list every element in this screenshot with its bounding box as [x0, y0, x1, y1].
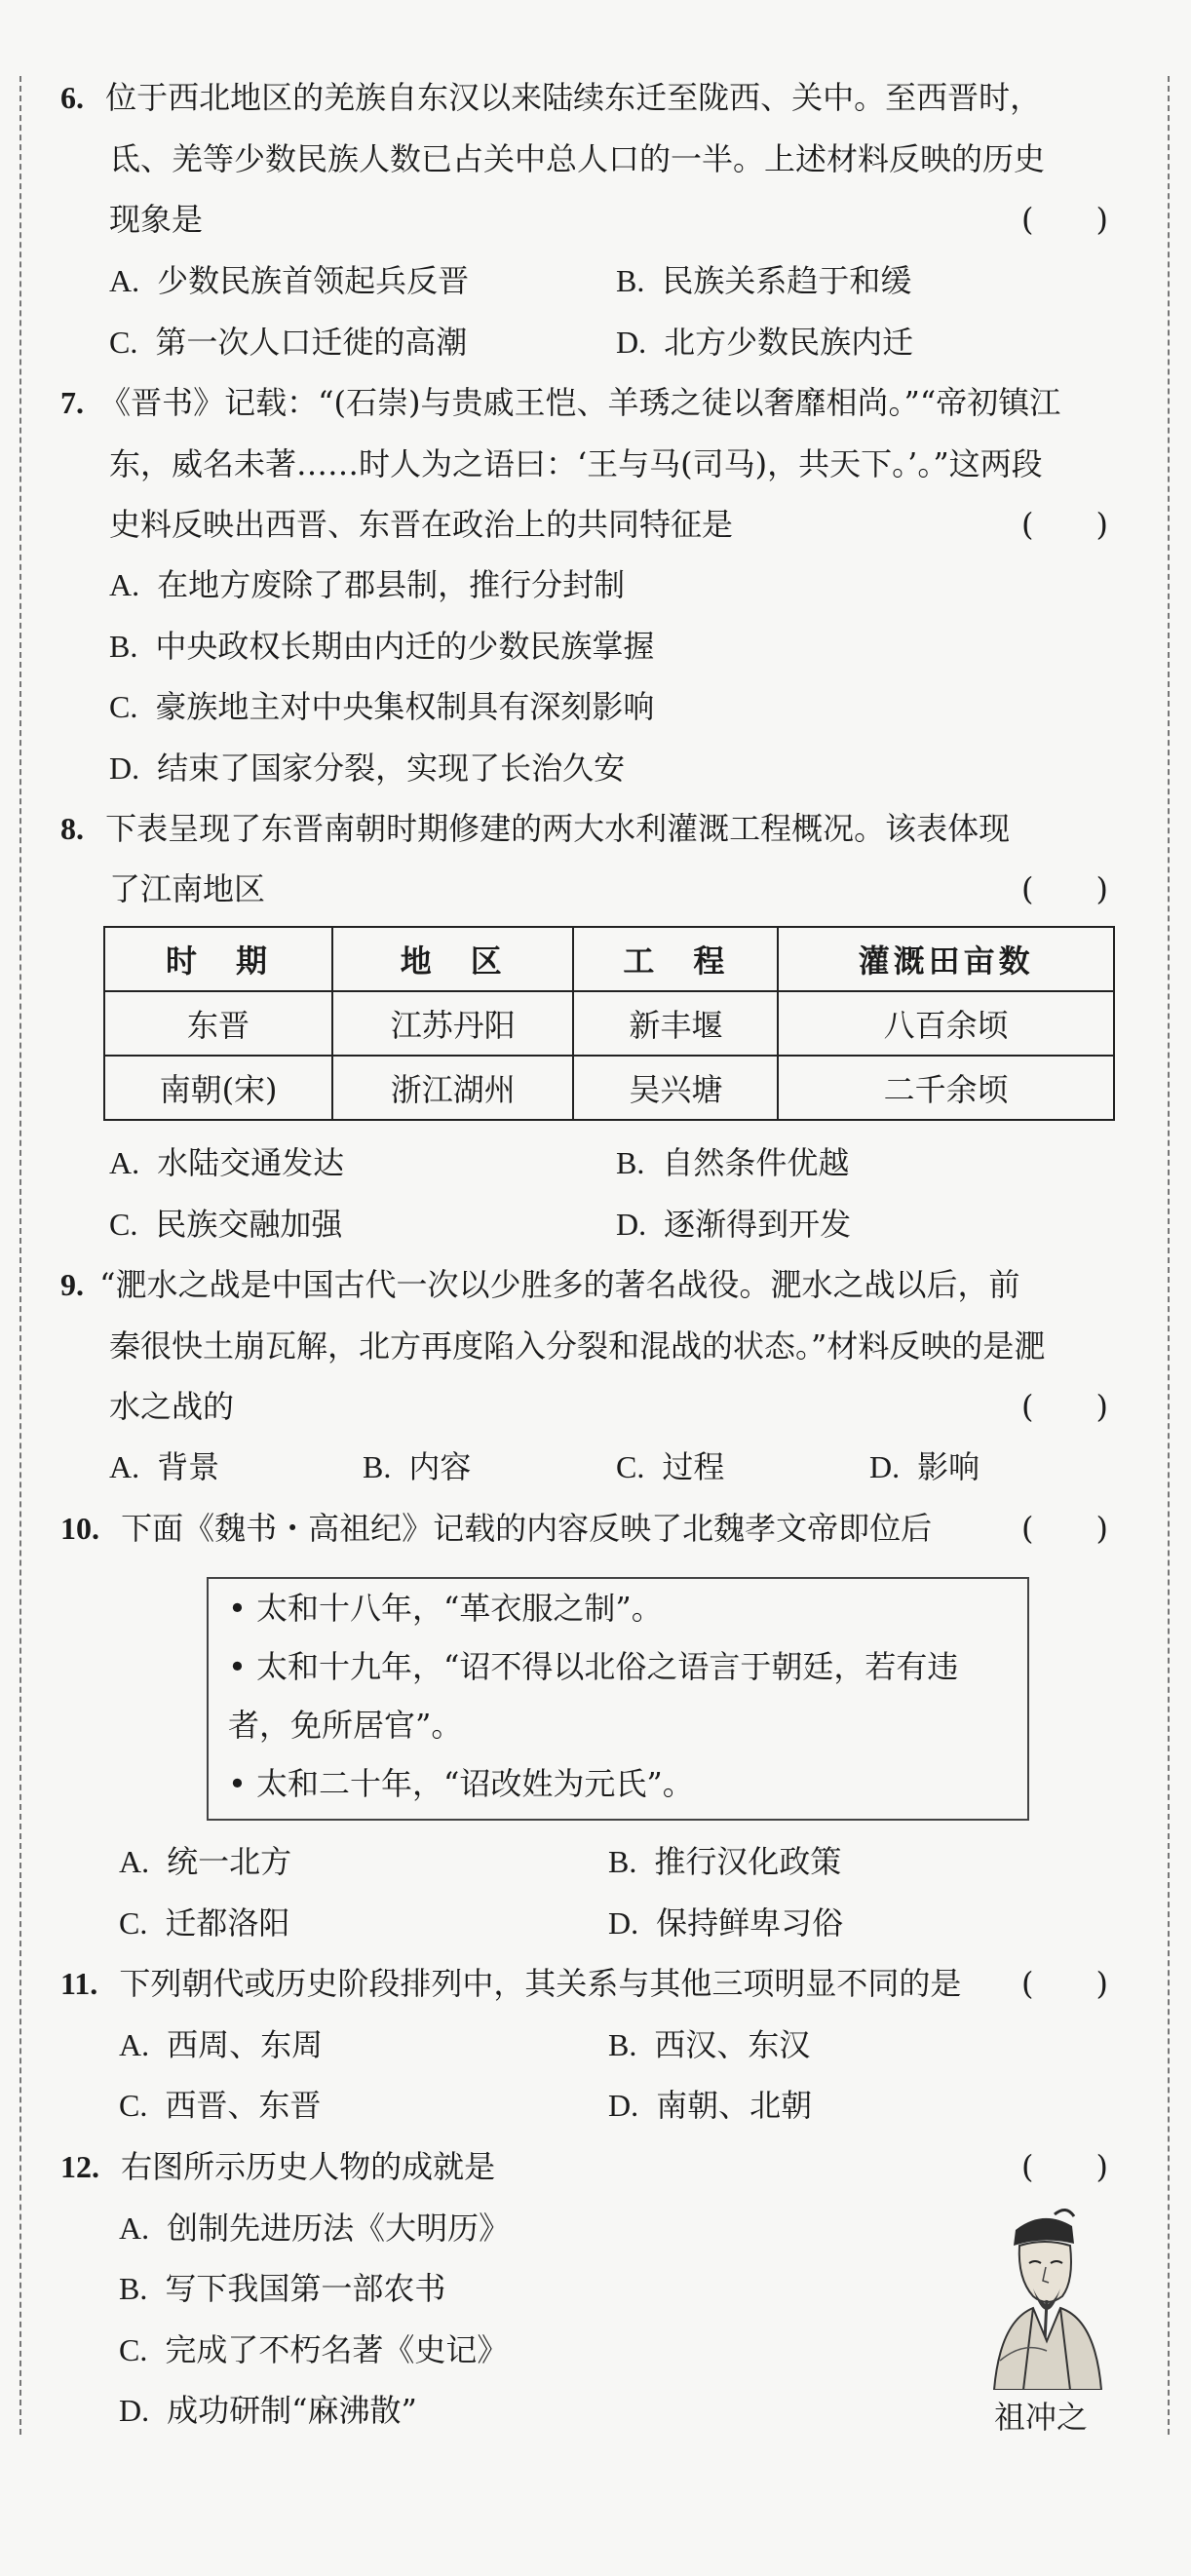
quote-line-2a: • 太和十九年，“诏不得以北俗之语言于朝廷，若有违	[228, 1648, 959, 1685]
q7-option-a: A. 在地方废除了郡县制，推行分封制	[109, 566, 626, 603]
q8-line1: 8. 下表呈现了东晋南朝时期修建的两大水利灌溉工程概况。该表体现	[60, 810, 1011, 847]
q10-quote-box	[207, 1577, 1029, 1821]
q9-option-b: B. 内容	[363, 1448, 472, 1485]
q9-option-c: C. 过程	[616, 1448, 725, 1485]
portrait-caption: 祖冲之	[994, 2399, 1089, 2436]
table-header-cell: 时 期	[104, 927, 332, 991]
q11-option-b: B. 西汉、东汉	[608, 2026, 811, 2063]
q11-option-c: C. 西晋、东晋	[119, 2087, 322, 2124]
q12-option-d: D. 成功研制“麻沸散”	[119, 2392, 417, 2429]
q8-option-b: B. 自然条件优越	[616, 1144, 850, 1181]
quote-line-2b: 者，免所居官”。	[228, 1707, 463, 1744]
q8-number: 8.	[60, 811, 84, 846]
q8-option-c: C. 民族交融加强	[109, 1206, 343, 1243]
q11-option-a: A. 西周、东周	[119, 2026, 324, 2063]
q10-option-c: C. 迁都洛阳	[119, 1904, 290, 1942]
irrigation-table	[103, 926, 1115, 1121]
q8-answer-paren: ( )	[1021, 870, 1108, 907]
q7-line2: 东，威名未著……时人为之语曰：‘王与马(司马)，共天下。’。”这两段	[109, 445, 1043, 482]
q11-answer-paren: ( )	[1021, 1965, 1108, 2002]
q6-option-c: C. 第一次人口迁徙的高潮	[109, 324, 468, 361]
q11-option-d: D. 南朝、北朝	[608, 2087, 813, 2124]
q12-number: 12.	[60, 2149, 99, 2184]
quote-line-3: • 太和二十年，“诏改姓为元氏”。	[228, 1765, 694, 1802]
q6-line3: 现象是	[109, 201, 204, 238]
q9-line2: 秦很快土崩瓦解，北方再度陷入分裂和混战的状态。”材料反映的是淝	[109, 1327, 1046, 1365]
q11-number: 11.	[60, 1966, 98, 2001]
table-row	[104, 1056, 1114, 1120]
zu-chongzhi-portrait	[965, 2195, 1121, 2390]
q8-option-d: D. 逐渐得到开发	[616, 1206, 852, 1243]
table-row	[104, 991, 1114, 1056]
q7-option-b: B. 中央政权长期由内迁的少数民族掌握	[109, 628, 655, 665]
q6-line2: 氐、羌等少数民族人数已占关中总人口的一半。上述材料反映的历史	[109, 140, 1046, 177]
left-dashed-margin	[19, 76, 21, 2435]
q6-number: 6.	[60, 80, 84, 115]
table-header-cell: 灌溉田亩数	[778, 927, 1114, 991]
table-header-cell: 地 区	[332, 927, 573, 991]
q7-option-c: C. 豪族地主对中央集权制具有深刻影响	[109, 688, 655, 725]
q10-answer-paren: ( )	[1021, 1510, 1108, 1547]
q9-option-a: A. 背景	[109, 1448, 220, 1485]
q9-number: 9.	[60, 1267, 84, 1302]
q6-option-a: A. 少数民族首领起兵反晋	[109, 262, 470, 299]
q10-option-d: D. 保持鲜卑习俗	[608, 1904, 844, 1942]
table-cell: 南朝(宋)	[104, 1056, 332, 1120]
q9-answer-paren: ( )	[1021, 1388, 1108, 1425]
q7-option-d: D. 结束了国家分裂，实现了长治久安	[109, 750, 626, 787]
q12-option-a: A. 创制先进历法《大明历》	[119, 2210, 511, 2247]
q9-option-d: D. 影响	[869, 1448, 980, 1485]
q7-answer-paren: ( )	[1021, 506, 1108, 543]
q6-option-d: D. 北方少数民族内迁	[616, 324, 914, 361]
quote-line-1: • 太和十八年，“革衣服之制”。	[228, 1590, 663, 1627]
q8-line2: 了江南地区	[109, 870, 266, 907]
q12-answer-paren: ( )	[1021, 2148, 1108, 2185]
table-cell: 八百余顷	[778, 991, 1114, 1056]
q10-option-b: B. 推行汉化政策	[608, 1843, 842, 1880]
q7-number: 7.	[60, 385, 84, 420]
q11-line1: 11. 下列朝代或历史阶段排列中，其关系与其他三项明显不同的是	[60, 1965, 962, 2002]
table-header-cell: 工 程	[573, 927, 778, 991]
table-cell: 江苏丹阳	[332, 991, 573, 1056]
right-dashed-margin	[1168, 76, 1170, 2435]
q7-line3: 史料反映出西晋、东晋在政治上的共同特征是	[109, 506, 734, 543]
table-header-row	[104, 927, 1114, 991]
q8-option-a: A. 水陆交通发达	[109, 1144, 345, 1181]
q9-line3: 水之战的	[109, 1388, 235, 1425]
table-cell: 吴兴塘	[573, 1056, 778, 1120]
q6-answer-paren: ( )	[1021, 201, 1108, 238]
q12-option-b: B. 写下我国第一部农书	[119, 2270, 446, 2307]
table-cell: 二千余顷	[778, 1056, 1114, 1120]
q9-line1: 9. “淝水之战是中国古代一次以少胜多的著名战役。淝水之战以后，前	[60, 1266, 1020, 1303]
q10-number: 10.	[60, 1511, 99, 1546]
table-cell: 浙江湖州	[332, 1056, 573, 1120]
q12-option-c: C. 完成了不朽名著《史记》	[119, 2331, 509, 2368]
q10-option-a: A. 统一北方	[119, 1843, 292, 1880]
table-cell: 东晋	[104, 991, 332, 1056]
q7-line1: 7. 《晋书》记载：“(石崇)与贵戚王恺、羊琇之徒以奢靡相尚。”“帝初镇江	[60, 384, 1061, 421]
q6-line1: 6. 位于西北地区的羌族自东汉以来陆续东迁至陇西、关中。至西晋时，	[60, 79, 1042, 116]
q12-line1: 12. 右图所示历史人物的成就是	[60, 2148, 496, 2185]
table-cell: 新丰堰	[573, 991, 778, 1056]
q6-option-b: B. 民族关系趋于和缓	[616, 262, 912, 299]
q10-line1: 10. 下面《魏书・高祖纪》记载的内容反映了北魏孝文帝即位后	[60, 1510, 933, 1547]
